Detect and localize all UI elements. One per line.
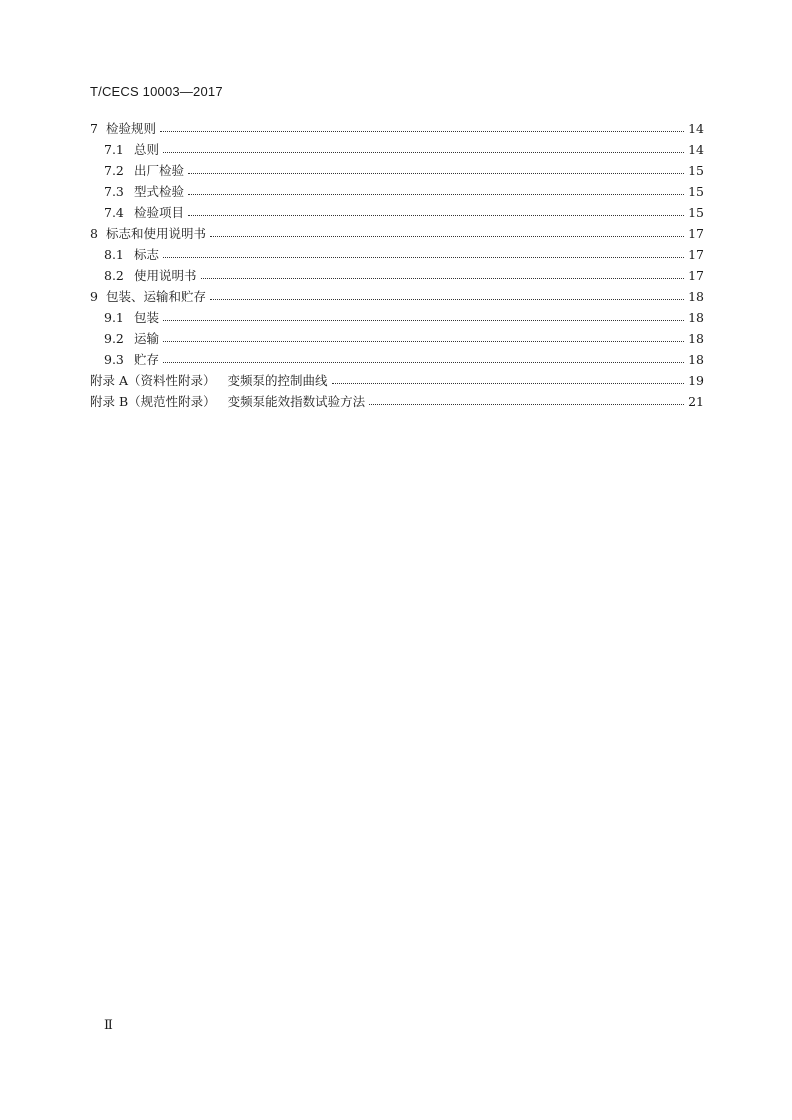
toc-entry-page: 17	[688, 247, 704, 262]
toc-entry[interactable]	[90, 118, 704, 139]
toc-leader-dots	[188, 173, 684, 174]
toc-entry[interactable]	[90, 286, 704, 307]
toc-entry-number: 9.3	[104, 352, 124, 367]
toc-leader-dots	[163, 341, 684, 342]
toc-entry-title: 变频泵能效指数试验方法	[227, 394, 366, 409]
toc-entry-page: 17	[688, 226, 704, 241]
toc-entry[interactable]	[90, 328, 704, 349]
toc-leader-dots	[163, 152, 684, 153]
toc-entry-page: 15	[688, 205, 704, 220]
toc-entry[interactable]	[90, 202, 704, 223]
toc-entry-number: 附录 A（资料性附录）	[90, 373, 216, 388]
toc-entry-page: 19	[688, 373, 704, 388]
toc-leader-dots	[163, 257, 684, 258]
toc-entry-number: 7.3	[104, 184, 124, 199]
toc-entry-page: 21	[688, 394, 704, 409]
toc-leader-dots	[332, 383, 684, 384]
toc-entry-title: 总则	[134, 142, 160, 157]
toc-entry-page: 18	[688, 310, 704, 325]
toc-leader-dots	[188, 215, 684, 216]
toc-entry[interactable]	[90, 265, 704, 286]
table-of-contents	[90, 118, 704, 412]
toc-entry-number: 7.2	[104, 163, 124, 178]
toc-leader-dots	[188, 194, 684, 195]
toc-entry-number: 7	[90, 121, 98, 136]
toc-leader-dots	[163, 362, 684, 363]
toc-leader-dots	[160, 131, 684, 132]
toc-entry-number: 8.1	[104, 247, 124, 262]
toc-entry[interactable]	[90, 349, 704, 370]
toc-entry[interactable]	[90, 223, 704, 244]
toc-leader-dots	[210, 299, 684, 300]
toc-entry-appendix[interactable]	[90, 391, 704, 412]
toc-entry-title: 标志	[134, 247, 160, 262]
toc-entry-number: 9.2	[104, 331, 124, 346]
toc-entry-number: 附录 B（规范性附录）	[90, 394, 216, 409]
toc-leader-dots	[210, 236, 684, 237]
toc-entry-appendix[interactable]	[90, 370, 704, 391]
toc-entry-page: 17	[688, 268, 704, 283]
toc-entry-page: 18	[688, 352, 704, 367]
toc-entry-title: 标志和使用说明书	[106, 226, 207, 241]
toc-entry-page: 18	[688, 289, 704, 304]
toc-entry-page: 14	[688, 121, 704, 136]
toc-entry-number: 7.1	[104, 142, 124, 157]
page-number: Ⅱ	[104, 1018, 113, 1033]
toc-entry-number: 7.4	[104, 205, 124, 220]
toc-entry-page: 15	[688, 163, 704, 178]
toc-entry[interactable]	[90, 139, 704, 160]
toc-entry-number: 9.1	[104, 310, 124, 325]
document-code: T/CECS 10003—2017	[90, 84, 223, 99]
toc-leader-dots	[201, 278, 684, 279]
toc-entry-title: 变频泵的控制曲线	[227, 373, 328, 388]
toc-entry-title: 检验规则	[106, 121, 157, 136]
toc-entry[interactable]	[90, 160, 704, 181]
toc-entry-number: 8.2	[104, 268, 124, 283]
toc-entry-page: 15	[688, 184, 704, 199]
toc-entry-title: 使用说明书	[134, 268, 197, 283]
toc-entry-title: 检验项目	[134, 205, 185, 220]
toc-entry[interactable]	[90, 307, 704, 328]
toc-entry-page: 18	[688, 331, 704, 346]
toc-entry-page: 14	[688, 142, 704, 157]
toc-entry-number: 9	[90, 289, 98, 304]
toc-entry-title: 包装、运输和贮存	[106, 289, 207, 304]
toc-entry-title: 运输	[134, 331, 160, 346]
toc-entry-title: 包装	[134, 310, 160, 325]
toc-leader-dots	[163, 320, 684, 321]
toc-leader-dots	[369, 404, 684, 405]
toc-entry-title: 型式检验	[134, 184, 185, 199]
toc-entry[interactable]	[90, 181, 704, 202]
toc-entry-title: 出厂检验	[134, 163, 185, 178]
toc-entry-number: 8	[90, 226, 98, 241]
toc-entry[interactable]	[90, 244, 704, 265]
toc-entry-title: 贮存	[134, 352, 160, 367]
